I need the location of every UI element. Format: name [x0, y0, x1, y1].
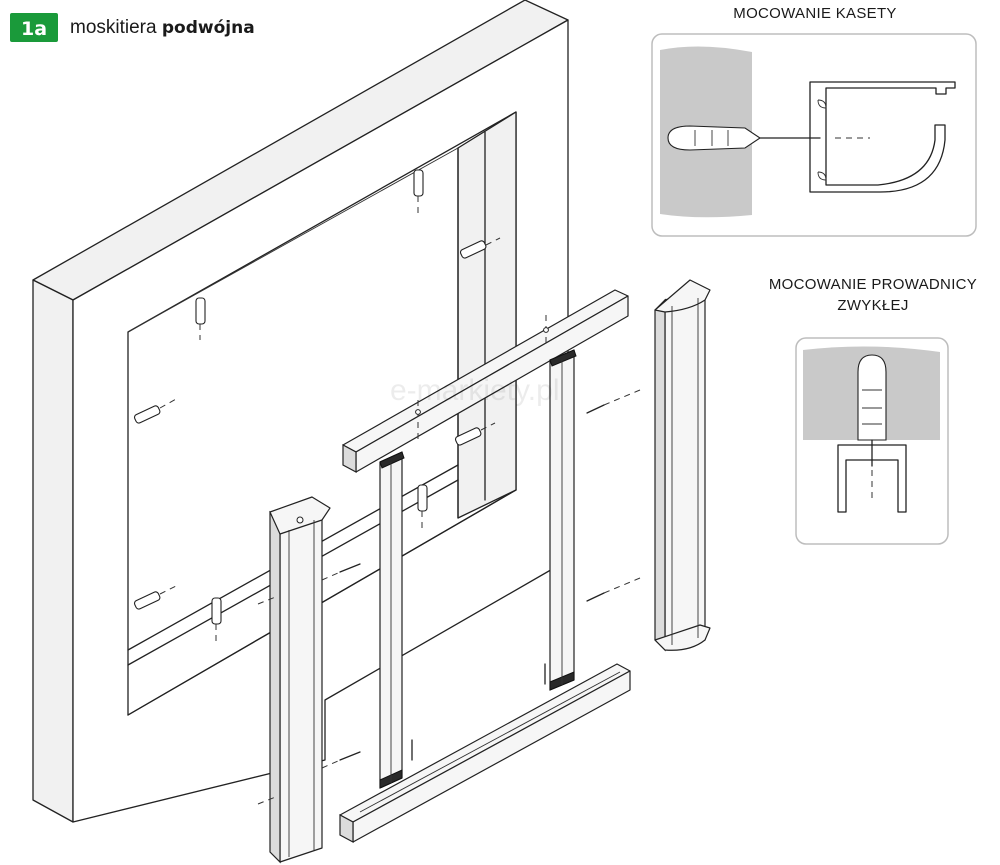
header-title-light: moskitiera [70, 17, 162, 38]
right-cassette [655, 280, 710, 650]
wall-left-face [33, 280, 73, 822]
right-cassette-front [665, 288, 705, 650]
right-cassette-side [655, 300, 665, 650]
header-title [70, 17, 255, 38]
detail-guide-mounting [769, 276, 977, 544]
window-reveal-right [458, 112, 516, 518]
watermark: e-markiety.pl [390, 374, 560, 407]
detail-guide-label-1: MOCOWANIE PROWADNICY [768, 276, 978, 293]
header [10, 13, 255, 42]
detail-cassette-label: MOCOWANIE KASETY [733, 5, 897, 22]
header-title-bold: podwójna [161, 18, 255, 38]
screws-right [587, 390, 640, 601]
header-badge-text: 1a [20, 18, 48, 40]
detail-cassette-dowel [668, 126, 760, 150]
left-cassette-front [280, 505, 322, 862]
detail-cassette-mounting [652, 5, 976, 236]
left-cassette-side [270, 512, 280, 862]
detail-guide-dowel [858, 355, 886, 440]
detail-guide-label-2: ZWYKŁEJ [837, 297, 909, 314]
